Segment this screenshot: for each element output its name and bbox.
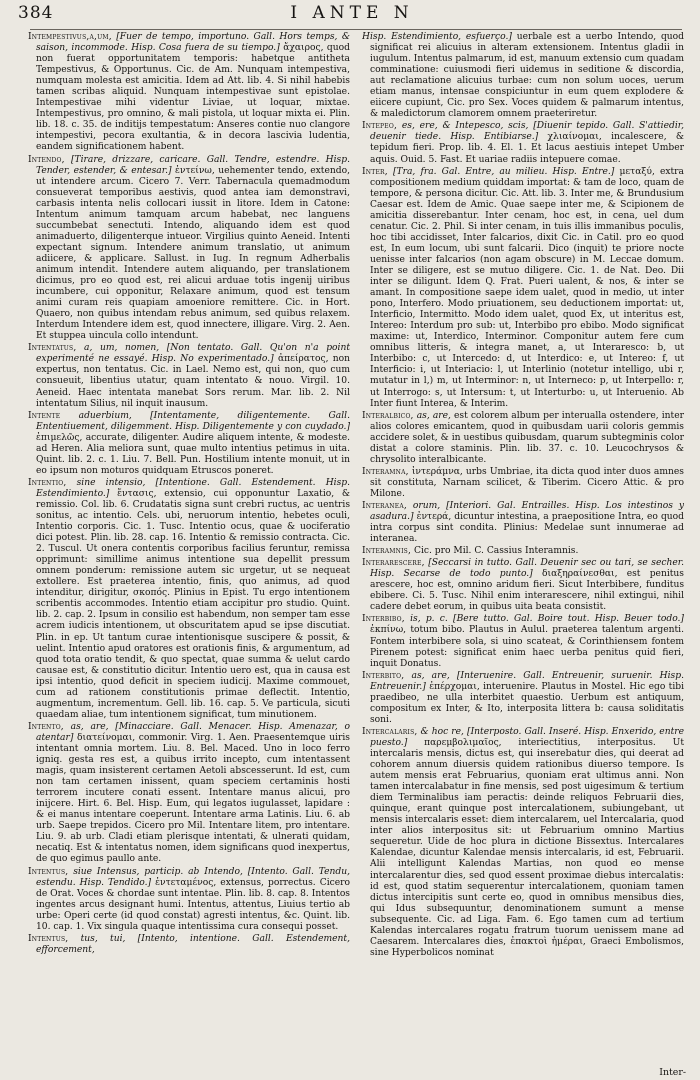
catchword: Inter- [659,1067,686,1078]
headword: Intento, [28,721,64,732]
dictionary-entry [362,558,684,613]
dictionary-entry [28,32,350,154]
dictionary-entry [28,934,350,956]
gloss: tus, tui, [Intento, intentione. Gall. Estendement, efforcement, [36,933,350,955]
left-column [28,32,350,1072]
page-number: 384 [18,3,54,23]
running-head [18,3,686,29]
entry-text: ἔντασις, extensio, cui opponuntur Laxatio, & remissio. Col. lib. 6. Crudatatis signa sunt crebri ructus, ac uentris sonitus, ac intentio. Cels. ubi, neruorum intentio, hebetes oculi, Intentio corporis. Cic. 1. Tusc. Intentio ocus, quae & uociferatio dici potest. Plin. lib. 28. cap. 16. Intentio & remissio contracta. Cic. 2. Tuscul. Ut onera contentis corporibus facilius feruntur, remissa opprimunt: simillime animus intentione sua depellit pressum omnem ponderum: remissione autem sic urgetur, ut se nequeat extollere. Est praeterea intentio, finis, quo animus, ad quod intenditur, dirigitur, σκοπός. Plinius in Epist. Tu ergo intentionem scribentis accommodes. Intentio etiam accipitur pro studio. Quint. lib. 2. cap. 2. Ipsum in consilio est habendum, non semper tam esse acrem iudicis intentionem, ut obscuritatem apud se ipse discutiat. Plin. in ep. Ut tantum curae intentionisque suscipere & possit, & uelint. Intentio apud oratores est orationis finis, & argumentum, ad quod tota oratio tendit, & quo spectat, quae summa & uelut cardo causae est, & constitutio dicitur. Intentio uero est, qua in causa est ipsi intentio, quod deficit in speciem iudicij. Maxime commouet, cum ad rationem constitutionis primae deflectit. Intentio, augmentum, incrementum. Gell. lib. 16. cap. 5. Ve particula, sicuti quaedam aliae, tum intentionem significat, tum minutionem. [36,488,350,720]
gloss: [Seccarsi in tutto. Gall. Deuenir sec ou tari, se secher. Hisp. Secarse de todo punto.] [370,558,684,580]
headword: Intentio, [28,477,67,488]
headword: Interamna, [362,466,409,477]
gloss: Hisp. Estendimiento, esfuerço.] [362,32,517,42]
headword: Intentus, [28,866,69,877]
dictionary-entry [362,614,684,669]
headword: Interalbico, [362,410,414,421]
gloss: es, ere, & Intepesco, scis, [Diuenir tepido. Gall. S'attiedir, deuenir tiede. Hisp. Entibiarse.] [370,121,684,143]
gloss: siue Intensus, particip. ab Intendo, [Intento. Gall. Tendu, estendu. Hisp. Tendido.] [36,866,350,888]
running-title: I ANTE N [290,3,414,23]
gloss: orum, [Interiori. Gal. Entrailles. Hisp. Los intestinos y asadura.] [370,500,684,523]
dictionary-entry [362,727,684,959]
entry-text: παρεμβολιμαῖος, interiectitius, interpositus. Ut intercalaris mensis, dictus est, qui inserebatur dies, qui deerat ad cohorem annum diuersis quidem rationibus diuerso tempore. Is autem mensis erat Februarius, quoniam erat ultimus anni. Non tamen intercalabatur in fine mensis, sed post uigesimum & tertium diem Terminalibus iam peractis: deinde reliquos Februarii dies, quinque, erant quinque post intercalationem, subiungebant, ut mensis intercalaris esset: diem intercalarem, uel Intercalaria, quod inter alios interpositus sit: ut Februarium omnino Martius sequeretur. Uide de hoc plura in dictione Bissextus. Intercalares Kalendae, dicuntur Kalendae mensis intercalaris, id est, Februarii. Alii intelligunt Kalendas Martias, non quod eo mense intercalarentur dies, sed quod essent proximae diebus intercalatis: id est, quod statim sequerentur intercalationem, quoniam tamen dictus intercipitis sunt certe eo, quod in omnibus mensibus dies, qui Idus subsequuntur, denominationem sumunt a mense subsequente. Cic. ad Liga. Fam. 6. Ego tamen cum ad tertium Kalendas intercalares rogatu fratrum tuorum uenissem mane ad Caesarem. Intercalares dies, ἐπακτοὶ ἡμέραι, Graeci Embolismos, sine Hyperbolicos nominat [370,737,684,958]
headword: Interarescere, [362,558,425,569]
dictionary-entry [362,467,684,500]
dictionary-entry [362,671,684,726]
dictionary-entry [362,501,684,545]
entry-text: μεταξύ, extra compositionem medium quiddam importat: & tam de loco, quam de tempore, & persona dicitur. Cic. Att. lib. 3. Inter me, & Brundusium Caesar est. Idem de Amic. Quae saepe inter me, & Scipionem de amicitia disserebantur. Inter cenam, hoc est, in cena, uel dum cenatur. Cic. 2. Phil. Si inter cenam, in tuis illis immanibus poculis, hoc tibi accidisset, Inter falcarios, dixit Cic. in Catil. pro eo quod est, In eum locum, ubi sunt falcarii. Dico (inquit) te priore nocte uenisse inter falcarios (non agam obscure) in M. Leccae domum. Inter se diligere, est se mutuo diligere. Cic. 1. de Nat. Deo. Dii inter se diligunt. Idem Q. Frat. Pueri ualent, & nos, & inter se amant. In compositione saepe idem ualet, quod in medio, ut inter pono, Interfero. Modo priuationem, seu deductionem importat: ut, Interficio, Intermitto. Modo idem ualet, quod Ex, ut interitus est, Intereo: Interdum pro sub: ut, Interbibo pro ebibo. Modo significat maxime: ut, Interdico, Interminor. Componitur autem fere cum omnibus litteris, & integra manet, a, ut Interaresco: b, ut Interbibo: c, ut Intercedo: d, ut Interdico: e, ut Intereo: f, ut Interficio: i, ut Interiacio: l, ut Interlinio (notetur intelligo, ubi r, mutatur in l,) m, ut Interminor: n, ut Interneco: p, ut Interpello: r, ut Interrogo: s, ut Intersum: t, ut Interturbo: u, ut Interuenio. Ab Inter fiunt Interea, & Interim. [370,166,684,409]
dictionary-entry [28,343,350,409]
gloss: [Fuer de tempo, importuno. Gall. Hors temps, & saison, incommode. Hisp. Cosa fuera de su tiempo.] [36,32,350,54]
entry-text: διατείνομαι, commonir. Virg. 1. Aen. Praesentemque uiris intentant omnia mortem. Liu. 8. Bel. Maced. Uno in loco ferro igniq. gesta res est, a quibus irrito incepto, cum intentassent magis, quam insisterent certamen Aetoli abscesserunt. Id est, cum non tam certamen inissent, quam speciem certaminis hosti terrorem incutere conati essent. Intentare manus alicui, pro inijcere. Hirt. 6. Bel. Hisp. Eum, qui legatos iugulasset, lapidare : & ei manus intentare coeperunt. Intentare arma Latinis. Liu. 6. ab urb. Saepe trepidos. Cicero pro Mil. Intentare litem, pro intentare. Liu. 9. ab urb. Cladi etiam plerisque intentati, & ulnerati quidam, necatiq. Est & intentatus nomen, idem significans quod inexpertus, de quo egimus paullo ante. [36,732,350,865]
header-rule [30,29,682,30]
gloss: [Tirare, drizzare, caricare. Gall. Tendre, estendre. Hisp. Tender, estender, & entesar.] [36,154,350,176]
entry-text: χλιαίνομαι, incalescere, & tepidum fieri. Prop. lib. 4. El. 1. Et lacus aestiuis intepet Umber aquis. Ouid. 5. Fast. Et uariae radiis intepuere comae. [370,132,684,165]
dictionary-entry [28,478,350,721]
gloss: [Tra, fra. Gal. Entre, au milieu. Hisp. Entre.] [387,166,620,177]
gloss: as, are, [Minacciare. Gall. Menacer. Hisp. Amenazar, o atentar] [36,721,350,743]
gloss: a, um, nomen, [Non tentato. Gall. Qu'on n'a point experimenté ne essayé. Hisp. No experimentado.] [36,343,350,365]
entry-text: ἐντερά, dicuntur intestina, a praepositione Intra, eo quod intra corpus sint condita. Plinius: Medelae sunt innumerae ad interanea. [370,512,684,545]
headword: Interbibo, [362,614,405,625]
gloss: sine intensio, [Intentione. Gall. Estendement. Hisp. Estendimiento.] [36,477,350,499]
dictionary-entry [362,546,684,557]
entry-text: ἐπιμελῶς, accurate, diligenter. Audire aliquem intente, & modeste. ad Heren. Alia meliora sunt, quae multo intentius petimus in uita. Quint. lib. 2. c. 1. Liu. 7. Bell. Pun. Hostilium intente monuit, ut in eo ipsum non moturos quidquam Etruscos poneret. [36,432,350,476]
headword: Intentatus, [28,343,77,354]
entry-text: ἐπέρχομαι, interuenire. Plautus in Mostel. Hic ego tibi praedibeo, ne ulla interbitet quaestio. Uerbum est antiquum, compositum ex Inter, & Ito, interposita littera b: causa soliditatis soni. [370,681,684,725]
dictionary-entry [362,411,684,466]
gloss: as, are, [413,410,454,421]
dictionary-entry [362,167,684,410]
dictionary-entry [28,155,350,343]
entry-text: ἀπείρατος, non expertus, non tentatus. Cic. in Lael. Nemo est, qui non, quo cum consueuit, libentius utatur, quam intentato & nouo. Virgil. 10. Aeneid. Haec intentata manebat Sors rerum. Mar. lib. 2. Nil intentatum Silius, nil inquit inausum. [36,354,350,409]
gloss: & hoc re, [Interposto. Gall. Inseré. Hisp. Enxerido, entre puesto.] [370,726,684,748]
headword: Interamnis, [362,546,412,557]
entry-text: ἄχαιρος, quod non fuerat opportunitatem temporis: habetque antitheta Tempestivus, & Opportunus. Cic. de Am. Nunquam intempestiva, numquam molesta est amicitia. Idem ad Att. lib. 4. Si nihil habebis tamen scribas aliquid. Nunquam intempestivae sunt epistolae. Intempestivae mihi videntur Liviae, ut loquar, mixtae. Intempestivus, pro omnino, & mali pistola, ut loquar mixta ei. Plin. lib. 18. c. 35. de inditijs tempestatum: Anseres contie nuo clangore intempestivi, pecora exultantia, & in decora lascivia ludentia, eandem significationem habent. [36,43,350,153]
headword: Intercalaris, [362,726,418,737]
entry-text: διαξηραίνεσθαι, est penitus arescere, hoc est, omnino aridum fieri. Sicut Interbibere, funditus ebibere. Ci. 5. Tusc. Nihil enim interarescere, nihil extingui, nihil cadere debet eorum, in quibus uita beata consistit. [370,569,684,613]
entry-text: est colorem album per interualla ostendere, inter alios colores emicantem, quod in quibusdam uarii coloris gemmis accidere solet, & in uestibus quibusdam, quarum subtegminis color distat a colore staminis. Plin. lib. 37. c. 10. Leucochrysos & chrysolito interalbicante. [370,410,684,465]
gloss: as, are, [Interuenire. Gall. Entreuenir, suruenir. Hisp. Entreuenir.] [370,670,684,692]
headword: Interbito, [362,670,405,681]
gloss: is, p. c. [Bere tutto. Gal. Boire tout. Hisp. Beuer todo.] [404,614,684,625]
headword: Intepeo, [362,121,398,132]
headword: Inter, [362,166,388,177]
entry-text: uerbale est a uerbo Intendo, quod significat rei alicuius in alteram extensionem. Intentus gladii in iugulum. Intentus palmarum, id est, manuum extensio cum quadam comminatione: cuiusmodi fieri uidemus in seditione & discordia, aut reclamatione alicuius turbae: cum non solum uoces, uerum etiam manus, intensae conspiciuntur in eum quem explodere & eiicere cupiunt, Cic. pro Sex. Voces quidem & palmarum intentus, & maledictorum clamorem omnem praeteriretur. [370,32,684,120]
headword: Intempestivus,a,um, [28,32,112,42]
gloss: aduerbium, [Intentamente, diligentemente. Gall. Ententiuement, diligemment. Hisp. Diligentemente y con cuydado.] [36,410,350,432]
entry-text: Cic. pro Mil. C. Cassius Interamnis. [413,546,579,557]
dictionary-entry [28,867,350,933]
dictionary-entry [362,32,684,120]
headword: Intendo, [28,154,65,165]
dictionary-entry [28,411,350,477]
headword: Intente [28,410,61,421]
text-columns [28,32,684,1072]
dictionary-entry [362,121,684,165]
right-column [362,32,684,1072]
dictionary-entry [28,722,350,866]
entry-text: ἐντεταμένος, extensus, porrectus. Cicero de Orat. Voces & chordae sunt intentae. Plin. lib. 8. cap. 8. Intentos ingentes arcus designant humi. Intentus, attentus, Liuius tertio ab urbe: Operi certe (id quod constat) agresti intentus, &c. Quint. lib. 10. cap. 1. Vix singula quaque intentissima cura consequi posset. [36,877,350,932]
headword: Intentus, [28,933,69,944]
entry-text: ἐντείνω, uehementer tendo, extendo, ut intendere arcum. Cicero 7. Verr. Tabernacula quemadmodum consueverat temporibus aestivis, quod antea iam demonstravi, carbasis intenta nelis collocari iussit in litore. Idem in Catone: Intentum animum tamquam arcum habebat, nec languens succumbebat senectuti. Intendo, aliquando idem est quod animaduerto, diligenterque intueor. Virgilius quinto Aeneid. Intenti expectant signum. Intendere animum translatio, ut animum adiicere, & applicare. Sallust. in Iug. In regnum Adherbalis animum intendit. Intendere autem aliquando, per translationem dicimus, pro eo quod est, rei alicui arduae totis ingenij uiribus incumbere, cui opponitur, Relaxare animum, quod est tensum animi curam reis quapiam amoeniore remittere. Cic. in Hort. Quaero, non quibus intendam rebus animum, sed quibus relaxem. Interdum Intendere idem est, quod innectere, illigare. Virg. 2. Aen. Et stuppea uincula collo intendunt. [36,165,350,342]
entry-text: ἐκπίνω, totum bibo. Plautus in Aulul. praeterea talentum argenti. Fontem interbibere sola, si uino scateat, & Corinthiensem fontem Pirenem potest: significat enim haec uerba penitus quid fieri, inquit Donatus. [370,625,684,669]
entry-text: ἰντεράμνα, urbs Umbriae, ita dicta quod inter duos amnes sit constituta, Narnam scilicet, & Tiberim. Cicero Attic. & pro Milone. [370,466,684,499]
headword: Interanea, [362,500,407,511]
